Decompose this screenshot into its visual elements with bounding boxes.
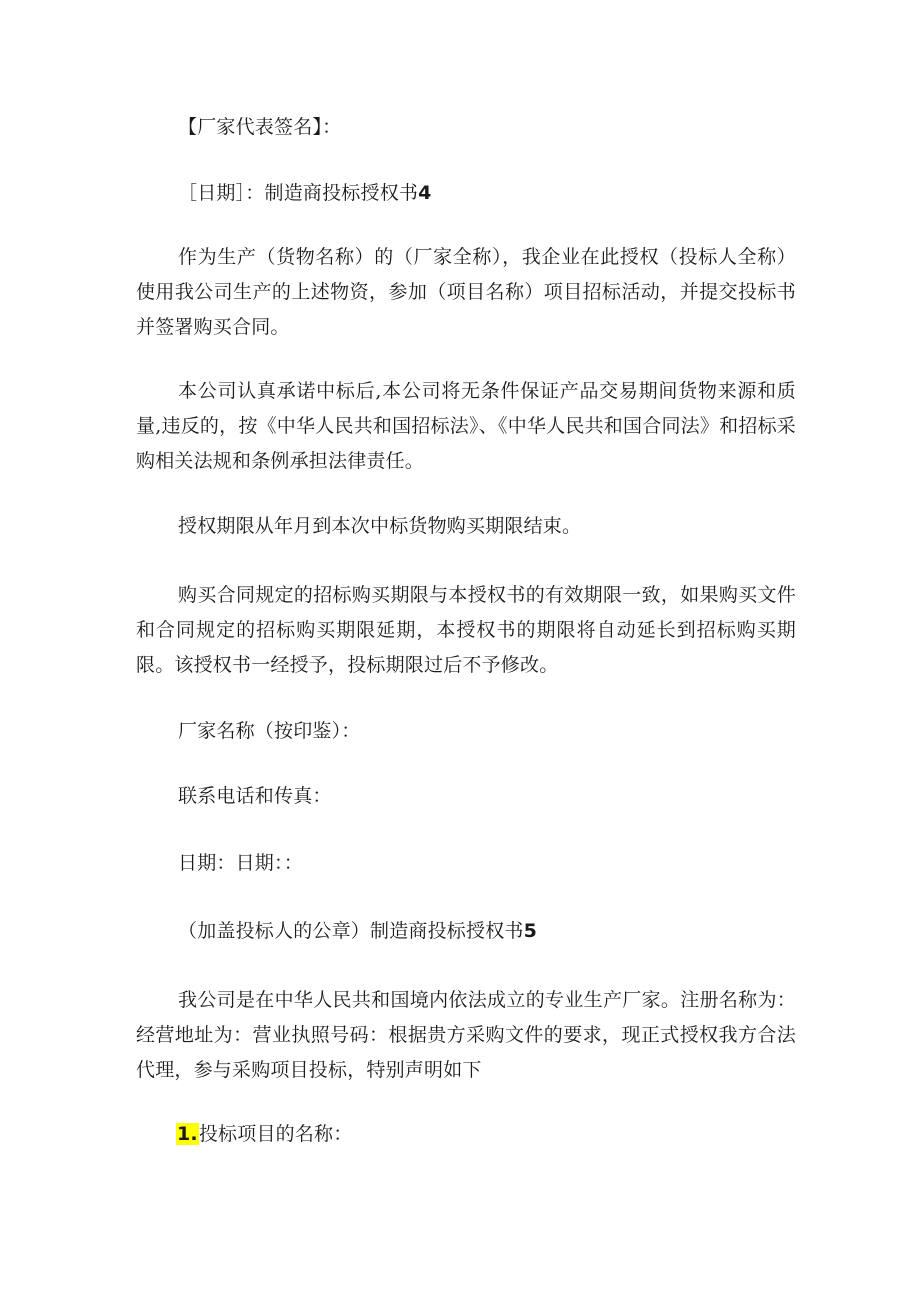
paragraph-commitment: 本公司认真承诺中标后,本公司将无条件保证产品交易期间货物来源和质量,违反的，按《中华人民共和国招标法》、《中华人民共和国合同法》和招标采购相关法规和条例承担法律责任。 xyxy=(136,380,796,472)
paragraph-authorization: 作为生产（货物名称）的（厂家全称），我企业在此授权（投标人全称）使用我公司生产的上述物资，参加（项目名称）项目招标活动，并提交投标书并签署购买合同。 xyxy=(136,246,796,338)
paragraph-period: 授权期限从年月到本次中标货物购买期限结束。 xyxy=(178,515,582,537)
paragraph-statement: 我公司是在中华人民共和国境内依法成立的专业生产厂家。注册名称为：经营地址为：营业执照号码：根据贵方采购文件的要求，现正式授权我方合法代理，参与采购项目投标，特别声明如下 xyxy=(136,989,796,1081)
contact-line: 联系电话和传真： xyxy=(178,785,332,807)
seal-line-text: （加盖投标人的公章）制造商投标授权书 xyxy=(178,920,524,942)
seal-line xyxy=(178,914,537,949)
list-item-1 xyxy=(176,1117,352,1152)
date-line-text: ［日期］：制造商投标授权书 xyxy=(178,182,419,204)
date-line-2: 日期：日期：： xyxy=(178,852,303,874)
date-line xyxy=(178,176,432,211)
paragraph-contract: 购买合同规定的招标购买期限与本授权书的有效期限一致，如果购买文件和合同规定的招标购买期限延期，本授权书的期限将自动延长到招标购买期限。该授权书一经授予，投标期限过后不予修改。 xyxy=(136,584,796,676)
date-line-number: 4 xyxy=(418,182,432,204)
signature-line: 【厂家代表签名】： xyxy=(178,116,342,138)
list-item-text: 投标项目的名称： xyxy=(198,1123,353,1145)
manufacturer-name-line: 厂家名称（按印鉴）： xyxy=(178,720,361,742)
seal-line-number: 5 xyxy=(523,920,538,942)
list-item-number-highlight: 1. xyxy=(177,1123,198,1145)
